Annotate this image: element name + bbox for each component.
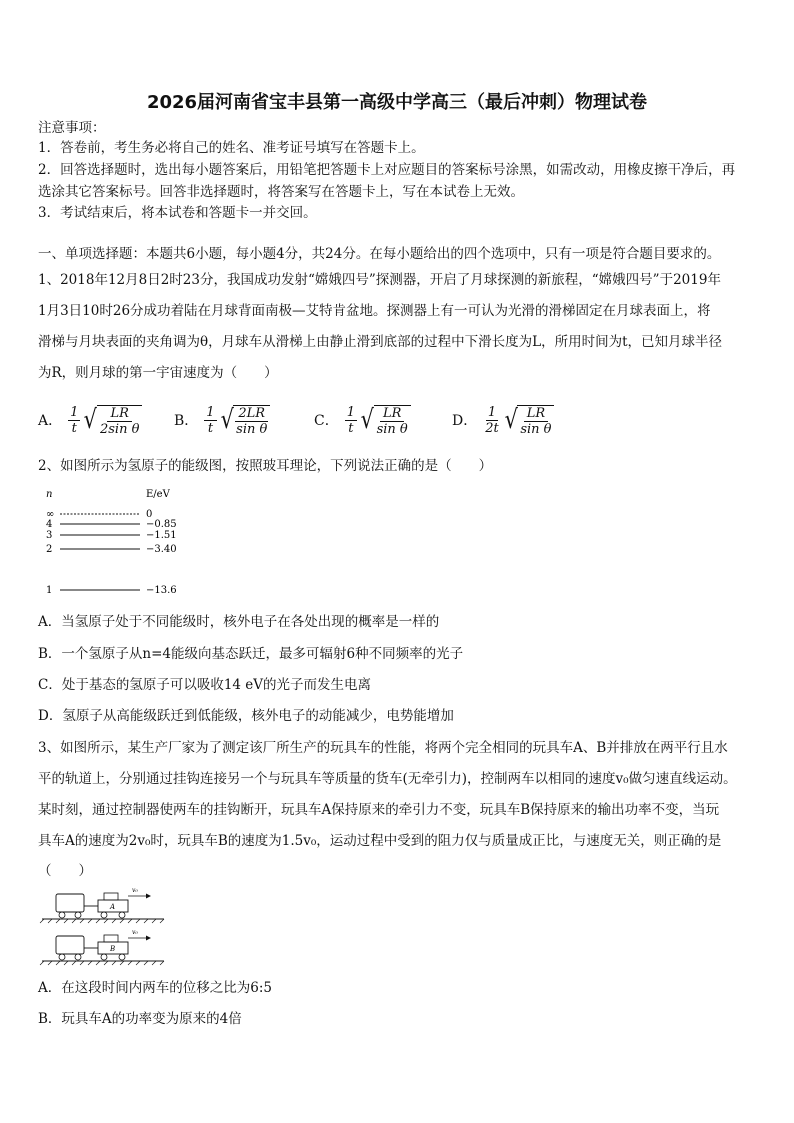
svg-text:v₀: v₀ [132,929,138,936]
coefficient-fraction: $\frac{1}{t}$ [206,404,215,436]
energy-level-diagram [38,485,208,600]
radical: √ $\frac{LR}{\text{sin θ}}$ [359,400,411,440]
coefficient-fraction: $\frac{1}{t}$ [70,404,79,436]
svg-text:v₀: v₀ [132,888,138,894]
car-a-label: A [110,903,116,911]
level-n: 3 [46,530,53,541]
coefficient-fraction: $\frac{1}{2t}$ [485,404,499,436]
option-label: D． [452,413,478,429]
exam-title: 2026届河南省宝丰县第一高级中学高三（最后冲刺）物理试卷 [146,92,648,113]
q1-option-a[interactable] [38,398,142,442]
radical: √ $\frac{LR}{\text{2sin θ}}$ [82,400,142,440]
notes-item: 1．答卷前，考生务必将自己的姓名、准考证号填写在答题卡上。 [38,140,425,156]
q1-option-d[interactable] [452,398,554,442]
q1-options [38,398,758,442]
q2-option-d[interactable]: D．氢原子从高能级跃迁到低能级，核外电子的动能减少，电势能增加 [38,708,454,724]
notes-item: 3．考试结束后，将本试卷和答题卡一并交回。 [38,205,317,221]
option-label: C． [314,413,339,429]
q3-stem-line: 某时刻，通过控制器使两车的挂钩断开，玩具车A保持原来的牵引力不变，玩具车B保持原来的输出功率不变，当玩 [38,802,720,818]
q1-stem-line: 1月3日10时26分成功着陆在月球背面南极—艾特肯盆地。探测器上有一可认为光滑的滑梯固定在月球表面上，将 [38,303,711,319]
level-energy: −3.40 [146,544,177,555]
notes-heading: 注意事项： [38,120,106,136]
q1-stem-line: 滑梯与月块表面的夹角调为θ，月球车从滑梯上由静止滑到底部的过程中下滑长度为L，所用时间为t，已知月球半径 [38,334,723,350]
q2-option-a[interactable]: A．当氢原子处于不同能级时，核外电子在各处出现的概率是一样的 [38,614,440,630]
level-n: ∞ [46,509,55,520]
q1-stem-line: 1、2018年12月8日2时23分，我国成功发射“嫦娥四号”探测器，开启了月球探测的新旅程，“嫦娥四号”于2019年 [38,272,721,288]
q2-stem: 2、如图所示为氢原子的能级图，按照玻耳理论，下列说法正确的是（ ） [38,458,493,474]
level-energy: −13.6 [146,585,177,596]
car-b-label: B [110,945,116,953]
q3-stem-line: 平的轨道上，分别通过挂钩连接另一个与玩具车等质量的货车(无牵引力)，控制两车以相同的速度v₀做匀速直线运动。 [38,771,737,787]
q1-option-b[interactable] [174,398,270,442]
level-energy: 0 [146,509,153,520]
q3-option-b[interactable]: B．玩具车A的功率变为原来的4倍 [38,1011,242,1027]
level-n: 4 [46,519,53,530]
radical: √ $\frac{2LR}{\text{sin θ}}$ [219,400,271,440]
notes-item: 选涂其它答案标号。回答非选择题时，将答案写在答题卡上，写在本试卷上无效。 [38,184,524,200]
q2-option-b[interactable]: B．一个氢原子从n=4能级向基态跃迁，最多可辐射6种不同频率的光子 [38,646,464,662]
track-a [40,888,164,923]
level-energy: −0.85 [146,519,177,530]
q1-stem-line: 为R，则月球的第一宇宙速度为（ ） [38,365,278,381]
option-label: B． [174,413,199,429]
q3-stem-line: 具车A的速度为2v₀时，玩具车B的速度为1.5v₀，运动过程中受到的阻力仅与质量成正比，与速度无关，则正确的是 [38,833,722,849]
notes-item: 2．回答选择题时，选出每小题答案后，用铅笔把答题卡上对应题目的答案标号涂黑，如需改动，用橡皮擦干净后，再 [38,162,736,178]
cargo-car-b [56,936,84,954]
q3-stem-line: 3、如图所示，某生产厂家为了测定该厂所生产的玩具车的性能，将两个完全相同的玩具车A、B并排放在两平行且水 [38,740,728,756]
level-n: 2 [46,544,53,555]
energy-axis-label: E/eV [146,489,170,500]
toy-car-figure [38,888,168,968]
section-heading: 一、单项选择题：本题共6小题，每小题4分，共24分。在每小题给出的四个选项中，只有一项是符合题目要求的。 [38,246,721,262]
n-axis-label: n [46,489,53,500]
coefficient-fraction: $\frac{1}{t}$ [346,404,355,436]
q3-stem-line: （ ） [38,863,92,879]
cargo-car-a [56,894,84,912]
option-label: A． [38,413,63,429]
level-energy: −1.51 [146,530,177,541]
q1-option-c[interactable] [314,398,411,442]
level-n: 1 [46,585,53,596]
track-b [40,929,164,965]
q3-option-a[interactable]: A．在这段时间内两车的位移之比为6:5 [38,980,272,996]
radical: √ $\frac{LR}{\text{sin θ}}$ [503,400,555,440]
q2-option-c[interactable]: C．处于基态的氢原子可以吸收14 eV的光子而发生电离 [38,677,372,693]
